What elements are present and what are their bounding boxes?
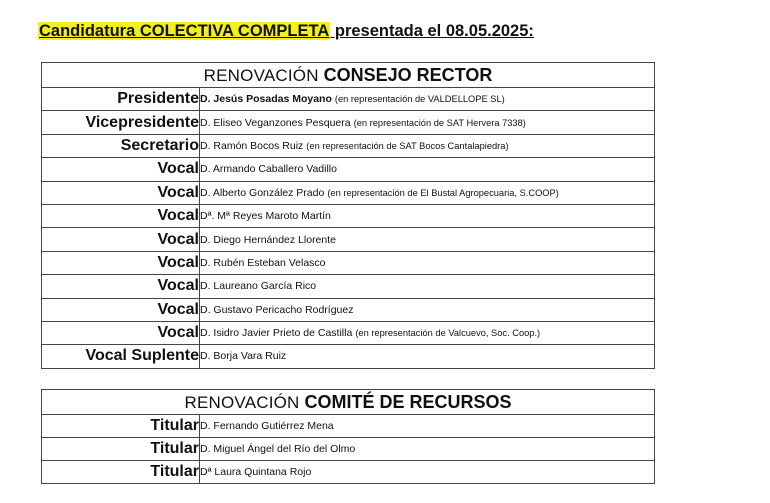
table-row — [42, 321, 655, 344]
document-heading — [38, 22, 534, 41]
member-cell — [200, 158, 655, 181]
member-cell — [200, 111, 655, 134]
member-name: Dª. Mª Reyes Maroto Martín — [200, 210, 331, 223]
member-name: D. Miguel Ángel del Río del Olmo — [200, 443, 356, 455]
member-role: Vocal — [42, 158, 200, 181]
member-role: Vocal — [42, 181, 200, 204]
table-row — [42, 345, 655, 368]
comite-recursos-title — [42, 390, 655, 415]
member-cell — [200, 88, 655, 111]
member-role: Titular — [42, 438, 200, 461]
table-row — [42, 438, 655, 461]
member-cell — [200, 275, 655, 298]
member-name: D. Isidro Javier Prieto de Castilla — [200, 327, 353, 340]
member-name: D. Rubén Esteban Velasco — [200, 256, 326, 269]
member-cell — [200, 415, 655, 438]
table-row — [42, 275, 655, 298]
member-cell — [200, 134, 655, 157]
member-role: Vocal — [42, 321, 200, 344]
member-name: D. Jesús Posadas Moyano — [200, 93, 332, 106]
member-cell — [200, 228, 655, 251]
member-role: Presidente — [42, 88, 200, 111]
member-role: Vicepresidente — [42, 111, 200, 134]
member-role: Vocal — [42, 275, 200, 298]
member-role: Titular — [42, 415, 200, 438]
member-representation: (en representación de SAT Bocos Cantalapiedra) — [306, 140, 509, 151]
member-cell — [200, 181, 655, 204]
member-name: D. Fernando Gutiérrez Mena — [200, 420, 334, 432]
member-cell — [200, 461, 655, 484]
member-role: Titular — [42, 461, 200, 484]
title-bold: CONSEJO RECTOR — [323, 64, 493, 85]
member-cell — [200, 321, 655, 344]
member-representation: (en representación de El Bustal Agropecuaria, S.COOP) — [327, 187, 559, 198]
member-role: Secretario — [42, 134, 200, 157]
member-representation: (en representación de Valcuevo, Soc. Coop.) — [355, 328, 541, 339]
member-role: Vocal Suplente — [42, 345, 200, 368]
table-row — [42, 415, 655, 438]
member-name: D. Ramón Bocos Ruiz — [200, 139, 304, 152]
table-row — [42, 461, 655, 484]
member-cell — [200, 251, 655, 274]
table-row — [42, 228, 655, 251]
title-bold: COMITÉ DE RECURSOS — [304, 391, 512, 412]
member-role: Vocal — [42, 204, 200, 227]
table-row — [42, 251, 655, 274]
member-cell — [200, 438, 655, 461]
table-row — [42, 158, 655, 181]
table-row — [42, 204, 655, 227]
title-prefix: RENOVACIÓN — [203, 65, 324, 85]
member-role: Vocal — [42, 298, 200, 321]
member-name: D. Armando Caballero Vadillo — [200, 163, 337, 176]
heading-highlight: Candidatura COLECTIVA COMPLETA — [39, 22, 330, 40]
heading-date-text: presentada el 08.05.2025: — [330, 22, 534, 40]
table-row — [42, 88, 655, 111]
member-name: D. Alberto González Prado — [200, 186, 325, 199]
table-row — [42, 111, 655, 134]
table-title-row — [42, 63, 655, 88]
table-title-row — [42, 390, 655, 415]
member-name: D. Laureano García Rico — [200, 280, 317, 293]
member-name: D. Eliseo Veganzones Pesquera — [200, 116, 351, 129]
member-cell — [200, 345, 655, 368]
member-role: Vocal — [42, 228, 200, 251]
table-row — [42, 181, 655, 204]
member-cell — [200, 298, 655, 321]
consejo-rector-title — [42, 63, 655, 88]
consejo-rector-table — [41, 62, 655, 369]
table-row — [42, 298, 655, 321]
table-row — [42, 134, 655, 157]
member-role: Vocal — [42, 251, 200, 274]
title-prefix: RENOVACIÓN — [184, 392, 305, 412]
member-name: D. Borja Vara Ruiz — [200, 350, 287, 363]
member-cell — [200, 204, 655, 227]
comite-recursos-table — [41, 389, 655, 484]
member-name: D. Diego Hernández Llorente — [200, 233, 336, 246]
member-representation: (en representación de VALDELLOPE SL) — [334, 94, 505, 105]
member-name: Dª Laura Quintana Rojo — [200, 466, 312, 478]
member-representation: (en representación de SAT Hervera 7338) — [353, 117, 526, 128]
member-name: D. Gustavo Pericacho Rodríguez — [200, 303, 354, 316]
